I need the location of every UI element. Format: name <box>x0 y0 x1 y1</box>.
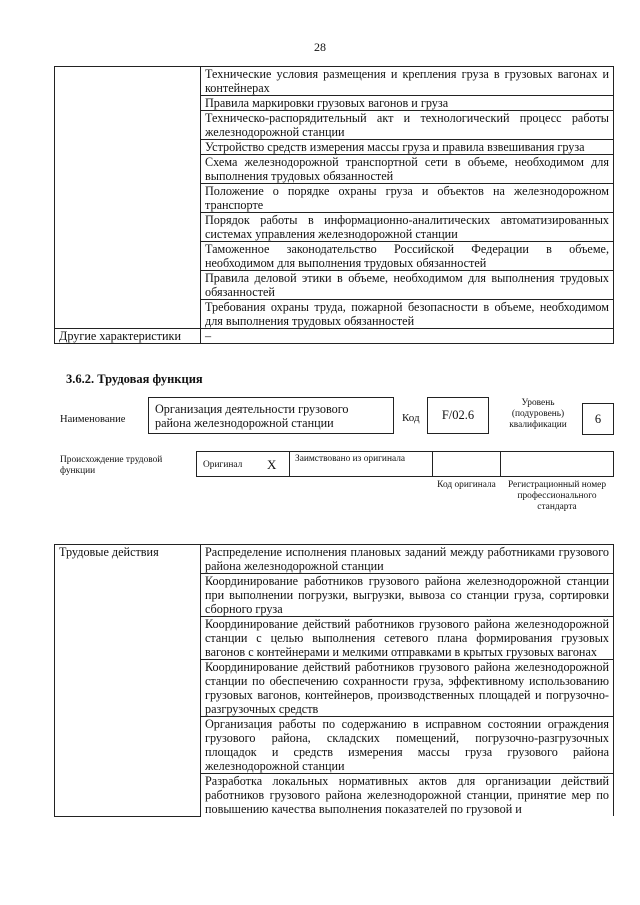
function-name-box: Организация деятельности грузового района железнодорожной станции <box>148 397 394 434</box>
table-row <box>55 545 614 574</box>
level-label: Уровень (подуровень) квалификации <box>509 398 567 430</box>
name-label: Наименование <box>60 414 126 425</box>
table-row <box>55 67 614 96</box>
table-cell: Организация работы по содержанию в исправном состоянии ограждения грузового района, складских помещений, погрузочно-разгрузочных площадок и средств измерения массы груза грузового района железнодорожной станции <box>201 717 614 774</box>
registration-number-caption: Регистрационный номер профессионального стандарта <box>507 480 607 512</box>
registration-number-cell <box>500 451 614 477</box>
table-cell: Координирование действий работников грузового района железнодорожной станции по обеспечению сохранности груза, эффективному использованию грузовых вагонов, контейнеров, производственных площадей и погрузочно-разгрузочных средств <box>201 660 614 717</box>
original-label: Оригинал <box>203 460 243 470</box>
table-cell: Технические условия размещения и крепления груза в грузовых вагонах и контейнерах <box>201 67 614 96</box>
labor-actions-table <box>54 544 614 817</box>
table-cell: Правила деловой этики в объеме, необходимом для выполнения трудовых обязанностей <box>201 271 614 300</box>
table-label-cell <box>55 67 201 329</box>
labor-actions-label: Трудовые действия <box>55 545 201 817</box>
table-cell: Положение о порядке охраны груза и объектов на железнодорожном транспорте <box>201 184 614 213</box>
table-cell: Координирование работников грузового района железнодорожной станции при выполнении погрузки, выгрузки, вывоза со станции груза, сортировки сборного груза <box>201 574 614 617</box>
table-cell: Порядок работы в информационно-аналитических автоматизированных системах управления железнодорожной станции <box>201 213 614 242</box>
origin-original-cell <box>196 451 290 477</box>
table-row <box>55 329 614 344</box>
qualification-level-box: 6 <box>582 403 614 435</box>
table-cell: Схема железнодорожной транспортной сети в объеме, необходимом для выполнения трудовых обязанностей <box>201 155 614 184</box>
function-code-box: F/02.6 <box>427 397 489 434</box>
page-number: 28 <box>314 40 326 54</box>
section-heading: 3.6.2. Трудовая функция <box>66 372 203 386</box>
table-cell: Техническо-распорядительный акт и технологический процесс работы железнодорожной станции <box>201 111 614 140</box>
code-label: Код <box>402 412 420 424</box>
table-cell: Разработка локальных нормативных актов для организации действий работников грузового района железнодорожной станции, принятие мер по повышению качества выполнения показателей по грузовой и <box>201 774 614 817</box>
other-characteristics-value: – <box>201 329 614 344</box>
borrowed-label: Заимствовано из оригинала <box>295 454 406 464</box>
origin-label: Происхождение трудовой функции <box>60 455 163 476</box>
original-code-caption: Код оригинала <box>437 480 496 490</box>
table-cell: Требования охраны труда, пожарной безопасности в объеме, необходимом для выполнения трудовых обязанностей <box>201 300 614 329</box>
origin-borrowed-cell <box>289 451 433 477</box>
table-cell: Координирование действий работников грузового района железнодорожной станции с целью выполнения сетевого плана формирования грузовых вагонов с контейнерами и мелкими отправками в крытых грузовых вагонах <box>201 617 614 660</box>
table-cell: Устройство средств измерения массы груза и правила взвешивания груза <box>201 140 614 155</box>
table-cell: Распределение исполнения плановых заданий между работниками грузового района железнодорожной станции <box>201 545 614 574</box>
other-characteristics-label: Другие характеристики <box>55 329 201 344</box>
table-cell: Правила маркировки грузовых вагонов и груза <box>201 96 614 111</box>
original-mark: X <box>267 457 277 472</box>
original-code-cell <box>432 451 501 477</box>
table-cell: Таможенное законодательство Российской Федерации в объеме, необходимом для выполнения трудовых обязанностей <box>201 242 614 271</box>
knowledge-table <box>54 66 614 344</box>
